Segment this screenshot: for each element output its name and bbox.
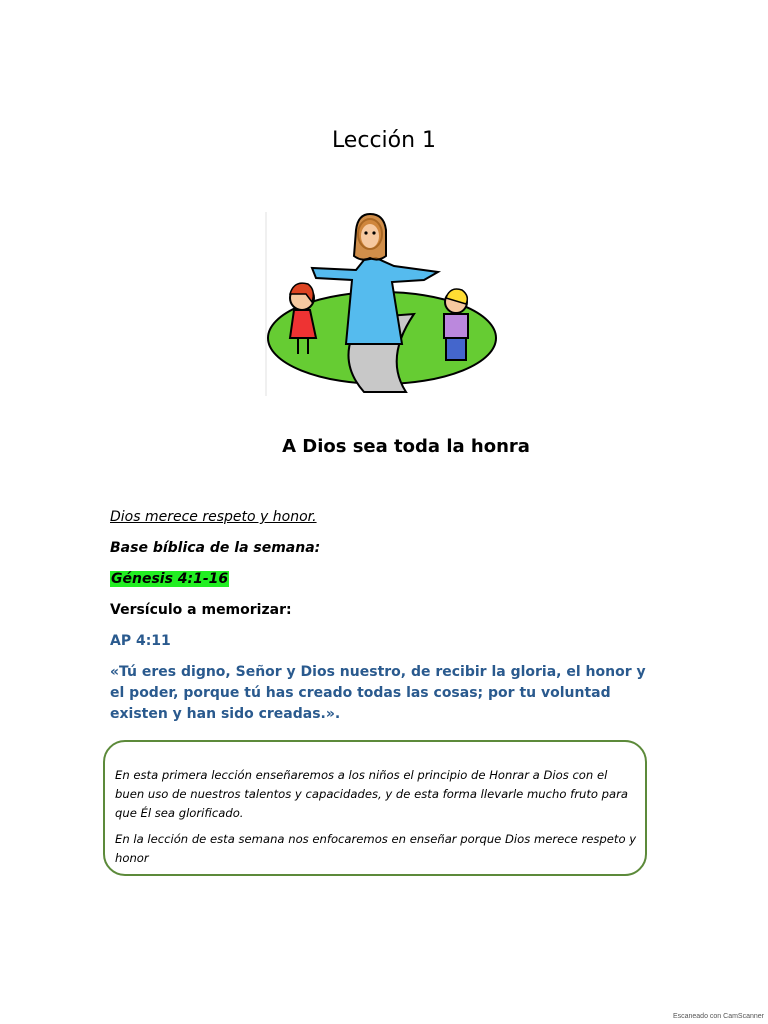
jesus-with-children-illustration bbox=[264, 208, 504, 400]
memory-verse-text: «Tú eres digno, Señor y Dios nuestro, de recibir la gloria, el honor y el poder, porque tú has creado todas las cosas; por tu voluntad existen y han sido creadas.». bbox=[110, 664, 646, 722]
bible-base-label: Base bíblica de la semana: bbox=[110, 540, 321, 556]
summary-paragraph-2: En la lección de esta semana nos enfocaremos en enseñar porque Dios merece respeto y honor bbox=[115, 832, 637, 865]
memory-verse-label: Versículo a memorizar: bbox=[110, 602, 292, 618]
memory-verse-reference: AP 4:11 bbox=[110, 633, 171, 649]
lesson-summary-box bbox=[103, 740, 647, 876]
page-title: Lección 1 bbox=[331, 128, 437, 153]
summary-paragraph-1: En esta primera lección enseñaremos a los niños el principio de Honrar a Dios con el buen uso de nuestros talentos y capacidades, y de esta forma llevarle mucho fruto para que Él sea glorificado. bbox=[115, 768, 628, 820]
scanner-footer: Escaneado con CamScanner bbox=[672, 1013, 764, 1020]
bible-base-reference: Génesis 4:1-16 bbox=[111, 571, 229, 587]
lesson-subtitle: A Dios sea toda la honra bbox=[282, 436, 530, 457]
lesson-theme: Dios merece respeto y honor. bbox=[110, 509, 317, 525]
